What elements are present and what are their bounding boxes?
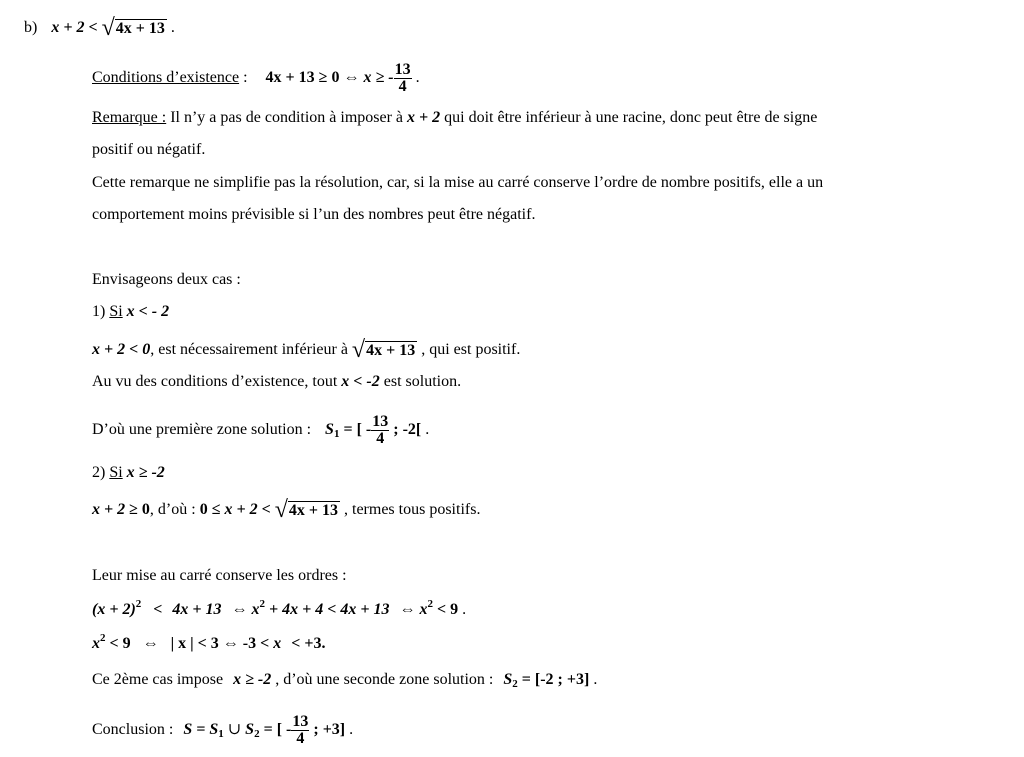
radicand: 4x + 13 <box>115 20 165 37</box>
colon: : <box>243 69 248 87</box>
square-root: √4x + 13 <box>274 497 338 523</box>
case-2-text: , d’où : <box>149 501 196 519</box>
set-s: S <box>245 721 255 739</box>
equiv-symbol: ⇔ <box>142 635 159 652</box>
inequality-lhs: x + 2 < <box>51 19 98 37</box>
math-op: < <box>153 601 163 618</box>
math-term: + 4x + 4 < 4x + 13 <box>269 601 390 618</box>
case-condition: x < - 2 <box>126 303 170 320</box>
set-s: S <box>325 421 334 439</box>
equiv-symbol: ⇔ <box>231 601 248 618</box>
case-1-expr: x < -2 <box>341 373 380 390</box>
exponent: 2 <box>100 632 106 644</box>
period: . <box>593 671 598 688</box>
math-term: x <box>273 635 282 652</box>
squaring-equivalence <box>92 600 466 620</box>
set-tail: ; +3] <box>313 721 346 739</box>
abs-value-line <box>92 634 325 654</box>
case-2-expr-rhs: x + 2 < <box>224 501 271 519</box>
remark-line-4: comportement moins prévisible si l’un des nombres peut être négatif. <box>92 206 536 223</box>
fraction-numerator: 13 <box>292 713 309 730</box>
item-label: b) <box>24 19 38 37</box>
fraction-13-4 <box>291 714 309 747</box>
fraction-denominator: 4 <box>398 78 407 95</box>
set-eq: = [ - <box>343 421 372 439</box>
period: . <box>415 69 420 87</box>
case-1-text: , est nécessairement inférieur à <box>150 341 348 359</box>
fraction-13-4 <box>371 414 389 447</box>
period: . <box>425 421 430 439</box>
case-1-text-cont: , qui est positif. <box>421 341 521 359</box>
fraction-numerator: 13 <box>394 61 411 78</box>
fraction-denominator: 4 <box>296 730 305 747</box>
period: . <box>349 721 354 739</box>
case-1-heading <box>92 302 169 322</box>
conclusion-label: Conclusion : <box>92 721 174 739</box>
union-symbol: ∪ <box>227 721 242 739</box>
remark-text-cont: qui doit être inférieur à une racine, donc peut être de signe <box>444 109 818 126</box>
set-tail: = [-2 ; +3] <box>521 671 590 688</box>
case-1-expr: x + 2 < 0 <box>92 341 151 359</box>
remark-text: Il n’y a pas de condition à imposer à <box>170 109 404 126</box>
exponent: 2 <box>427 598 433 610</box>
set-eq: = [ - <box>263 721 292 739</box>
radicand: 4x + 13 <box>366 342 416 359</box>
equiv-symbol: ⇔ <box>399 601 416 618</box>
exponent: 2 <box>259 598 266 610</box>
math-term: x <box>251 601 260 618</box>
equiv-symbol: ⇔ <box>222 635 239 652</box>
math-term: x <box>92 635 100 652</box>
conditions-label: Conditions d’existence <box>92 69 240 87</box>
set-subscript: 2 <box>254 728 260 741</box>
case-1-line-1 <box>92 337 521 363</box>
set-subscript: 2 <box>512 678 518 690</box>
case-2-expr-0: 0 ≤ <box>199 501 221 519</box>
solution-text: Ce 2ème cas impose <box>92 671 224 688</box>
case-2-heading <box>92 463 165 483</box>
case-si: Si <box>109 464 123 481</box>
case-2-line-1 <box>92 497 481 523</box>
remark-expr: x + 2 <box>407 109 441 126</box>
case-number: 1) <box>92 303 106 320</box>
remark-line-3: Cette remarque ne simplifie pas la résolution, car, si la mise au carré conserve l’ordre de nombre positifs, elle a un <box>92 174 824 191</box>
case-si: Si <box>109 303 123 320</box>
equiv-symbol: ⇔ <box>343 69 360 87</box>
exponent: 2 <box>135 598 142 610</box>
set-subscript: 1 <box>333 428 340 441</box>
math-term: < 9 <box>437 601 459 618</box>
case-2-expr: x + 2 <box>92 501 126 519</box>
math-term: < 9 <box>109 635 131 652</box>
exercise-statement <box>24 15 175 41</box>
solution-zone-1 <box>92 414 429 447</box>
fraction-numerator: 13 <box>372 413 389 430</box>
solution-text: D’où une première zone solution : <box>92 421 312 439</box>
condition-expr: 4x + 13 ≥ 0 <box>265 69 340 87</box>
remark-line <box>92 108 817 128</box>
case-1-text: Au vu des conditions d’existence, tout <box>92 373 338 390</box>
math-term: x <box>419 601 428 618</box>
math-term: < +3. <box>291 635 326 652</box>
radicand: 4x + 13 <box>288 502 338 519</box>
set-tail: ; -2[ <box>393 421 422 439</box>
case-2-expr: x ≥ -2 <box>233 671 272 688</box>
solution-text-cont: , d’où une seconde zone solution : <box>275 671 494 688</box>
condition-x: x ≥ - <box>363 69 394 87</box>
case-number: 2) <box>92 464 106 481</box>
period: . <box>462 601 467 618</box>
math-term: (x + 2) <box>92 601 136 618</box>
cases-intro: Envisageons deux cas : <box>92 271 241 288</box>
conditions-line <box>92 62 420 95</box>
math-term: 4x + 13 <box>172 601 222 618</box>
square-root: √4x + 13 <box>101 15 165 41</box>
case-condition: x ≥ -2 <box>126 464 165 481</box>
case-1-text-cont: est solution. <box>383 373 462 390</box>
remark-label: Remarque : <box>92 109 167 126</box>
period: . <box>170 19 175 37</box>
math-term: | x | < 3 <box>170 635 219 652</box>
fraction-13-4 <box>394 62 412 95</box>
case-2-text-cont: , termes tous positifs. <box>344 501 481 519</box>
solution-zone-2 <box>92 670 597 690</box>
case-1-line-2 <box>92 372 461 392</box>
remark-line-2: positif ou négatif. <box>92 141 206 158</box>
case-2-comparison: ≥ 0 <box>129 501 150 519</box>
set-s: S = S <box>183 721 219 739</box>
fraction-denominator: 4 <box>376 430 385 447</box>
squaring-intro: Leur mise au carré conserve les ordres : <box>92 567 347 584</box>
set-s: S <box>503 671 513 688</box>
square-root: √4x + 13 <box>351 337 416 363</box>
math-term: -3 < <box>242 635 270 652</box>
conclusion-line <box>92 714 353 747</box>
set-subscript: 1 <box>218 728 224 741</box>
